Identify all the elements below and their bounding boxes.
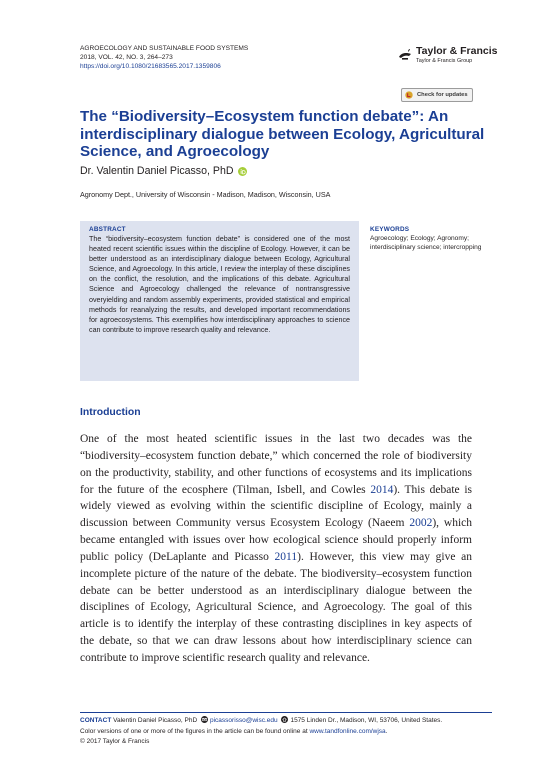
citation-link-tilman[interactable]: 2014 [370,483,394,496]
publisher-name: Taylor & Francis [416,45,498,57]
lamp-icon [397,46,413,62]
keywords-label: KEYWORDS [370,226,410,233]
footer-divider [80,712,492,713]
address-icon [281,716,288,723]
article-title: The “Biodiversity–Ecosystem function debate”: An interdisciplinary dialogue between Ecology, Agricultural Science, and Agroecology [80,108,485,160]
publisher-logo[interactable] [397,44,498,68]
keywords-section [370,221,498,252]
running-header [80,44,248,71]
journal-name: AGROECOLOGY AND SUSTAINABLE FOOD SYSTEMS [80,45,249,52]
check-for-updates-button[interactable] [401,88,473,102]
crossmark-icon [405,91,413,99]
copyright: © 2017 Taylor & Francis [80,738,150,746]
footer [80,716,492,748]
introduction-heading: Introduction [80,407,141,418]
abstract-text: The “biodiversity–ecosystem function debate” is considered one of the most heated recent scientific issues within the discipline of Ecology. However, it can be better understood as an interdisciplinary dialogue between Ecology, Agricultural Science, and Agroecology. In this article, I review the interplay of these disciplines on the conflict, the resolution, and the implications of this debate. Agricultural Science and Agroecology challenged the relevance of nontransgressive overyielding and random assembly experiments, provided statistical and empirical methods for reanalyzing the results, and developed important recommendations for agroecosystems. This exemplifies how interdisciplinary approaches to science can contribute to improve research quality and relevance. [89,235,350,334]
orcid-icon[interactable] [238,167,247,176]
email-icon [201,716,208,723]
intro-text-2: ). This debate is widely viewed as evolving within the scientific discipline of Ecology, mainly a discussion between Community versus Ecosystem Ecology (Naeem [80,483,472,530]
publisher-group: Taylor & Francis Group [416,58,473,64]
color-note-end: . [385,727,388,735]
abstract-label: ABSTRACT [89,226,126,233]
volume-info: 2018, VOL. 42, NO. 3, 264–273 [80,54,173,61]
check-for-updates-label: Check for updates [417,92,468,98]
color-note-text: Color versions of one or more of the figures in the article can be found online at [80,727,310,735]
tandfonline-link[interactable]: www.tandfonline.com/wjsa [309,727,386,735]
contact-address: 1575 Linden Dr., Madison, WI, 53706, United States. [290,717,443,724]
doi-link[interactable]: https://doi.org/10.1080/21683565.2017.1359806 [80,63,221,70]
intro-text-1: One of the most heated scientific issues in the last two decades was the “biodiversity–ecosystem function debate,” which concerned the role of biodiversity on the productivity, stability, and other functions of ecosystems and its implications for the future of the ecosphere (Tilman, Isbell, and Cowles [80,433,472,496]
color-note [80,727,492,738]
contact-line [80,716,492,727]
affiliation: Agronomy Dept., University of Wisconsin - Madison, Madison, Wisconsin, USA [80,190,331,199]
author-line [80,165,247,177]
keywords-text: Agroecology; Ecology; Agronomy; interdisciplinary science; intercropping [370,235,482,251]
citation-link-naeem[interactable]: 2002 [409,517,433,530]
contact-email-link[interactable]: picassorisso@wisc.edu [209,717,278,724]
introduction-paragraph [80,431,472,667]
contact-name: Valentin Daniel Picasso, PhD [113,717,198,724]
abstract-box [80,221,359,381]
intro-text-3: ), which became entangled with issues over how ecological science should properly inform public policy (DeLaplante and Picasso [80,517,473,563]
citation-link-delaplante[interactable]: 2011 [274,550,298,563]
intro-text-4: ). However, this view may give an incomplete picture of the nature of the debate. The biodiversity–ecosystem function debate can be better understood as an interdisciplinary dialogue between the disciplines of Ecology, Agricultural Science, and Agroecology. The goal of this article is to identify the interplay of these contrasting disciplines in key aspects of the debate, so that we can draw lessons about how interdisciplinary science can contribute to improve scientific research quality and relevance. [80,550,472,664]
author-name[interactable]: Dr. Valentin Daniel Picasso, PhD [80,165,234,177]
contact-label: CONTACT [80,717,112,724]
